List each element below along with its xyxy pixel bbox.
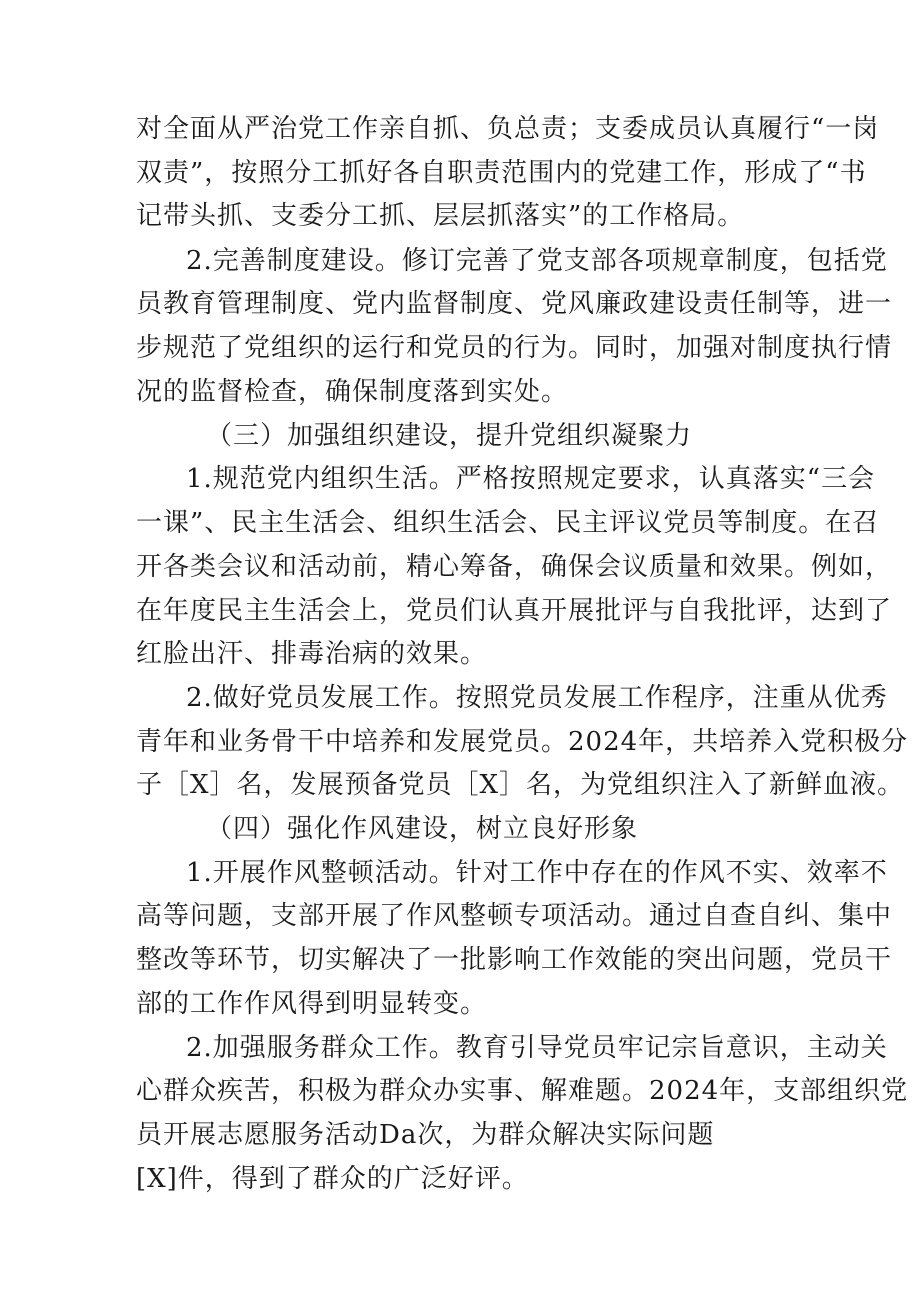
text-line: 况的监督检查，确保制度落到实处。	[136, 377, 569, 407]
text-line: 2.做好党员发展工作。按照党员发展工作程序，注重从优秀	[186, 683, 888, 713]
text-line: 1.开展作风整顿活动。针对工作中存在的作风不实、效率不	[186, 858, 888, 888]
section-heading: （四）强化作风建设，树立良好形象	[206, 814, 639, 844]
text-line: 子［X］名，发展预备党员［X］名，为党组织注入了新鲜血液。	[136, 770, 905, 800]
text-line: 员教育管理制度、党内监督制度、党风廉政建设责任制等，进一	[136, 289, 893, 319]
text-line: 红脸出汗、排毒治病的效果。	[136, 639, 488, 669]
text-line: 开各类会议和活动前，精心筹备，确保会议质量和效果。例如，	[136, 552, 893, 582]
text-line: 步规范了党组织的运行和党员的行为。同时，加强对制度执行情	[136, 333, 893, 363]
text-line: 一课”、民主生活会、组织生活会、民主评议党员等制度。在召	[136, 508, 880, 538]
text-line: 心群众疾苦，积极为群众办实事、解难题。2024年，支部组织党	[136, 1076, 909, 1106]
text-line: [X]件，得到了群众的广泛好评。	[136, 1164, 529, 1194]
text-line: 在年度民主生活会上，党员们认真开展批评与自我批评，达到了	[136, 596, 893, 626]
text-line: 1.规范党内组织生活。严格按照规定要求，认真落实“三会	[186, 464, 876, 494]
text-line: 青年和业务骨干中培养和发展党员。2024年，共培养入党积极分	[136, 727, 909, 757]
text-line: 整改等环节，切实解决了一批影响工作效能的突出问题，党员干	[136, 945, 893, 975]
text-line: 2.加强服务群众工作。教育引导党员牢记宗旨意识，主动关	[186, 1033, 888, 1063]
text-line: 对全面从严治党工作亲自抓、负总责；支委成员认真履行“一岗	[136, 114, 880, 144]
text-line: 部的工作作风得到明显转变。	[136, 989, 488, 1019]
text-line: 记带头抓、支委分工抓、层层抓落实”的工作格局。	[136, 201, 745, 231]
text-line: 高等问题，支部开展了作风整顿专项活动。通过自查自纠、集中	[136, 901, 893, 931]
text-line: 员开展志愿服务活动Da次，为群众解决实际问题	[136, 1120, 715, 1150]
section-heading: （三）加强组织建设，提升党组织凝聚力	[206, 421, 693, 451]
text-line: 2.完善制度建设。修订完善了党支部各项规章制度，包括党	[186, 246, 888, 276]
text-line: 双责”，按照分工抓好各自职责范围内的党建工作，形成了“书	[136, 158, 867, 188]
